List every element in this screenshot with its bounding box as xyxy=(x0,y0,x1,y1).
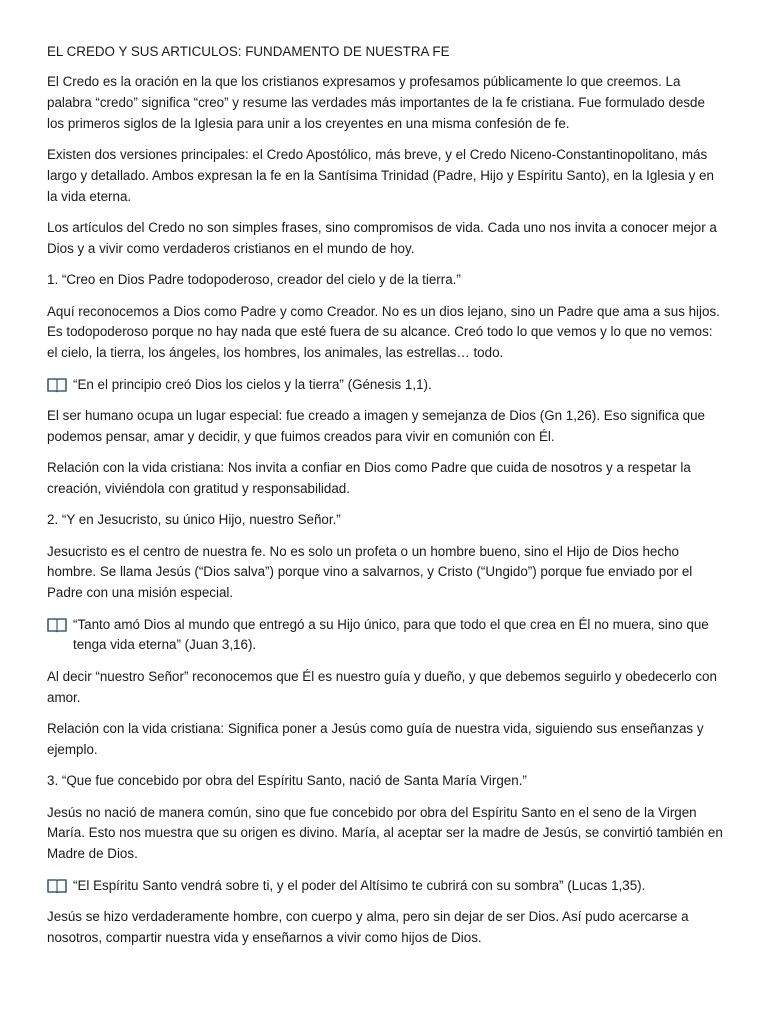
scripture-quote-text: “Tanto amó Dios al mundo que entregó a su Hijo único, para que todo el que crea en Él no muera, sino que tenga vida eterna” (Juan 3,16). xyxy=(73,616,709,653)
scripture-quote-text: “En el principio creó Dios los cielos y la tierra” (Génesis 1,1). xyxy=(73,376,432,392)
book-icon xyxy=(47,617,67,633)
paragraph: El Credo es la oración en la que los cristianos expresamos y profesamos públicamente lo que creemos. La palabra “credo” significa “creo” y resume las verdades más importantes de la fe cristiana. Fue formulado desde los primeros siglos de la Iglesia para unir a los creyentes en una misma confesión de fe. xyxy=(47,74,705,131)
scripture-quote xyxy=(47,615,724,657)
paragraph: Relación con la vida cristiana: Significa poner a Jesús como guía de nuestra vida, siguiendo sus enseñanzas y ejemplo. xyxy=(47,721,704,757)
article-heading: 3. “Que fue concebido por obra del Espíritu Santo, nació de Santa María Virgen.” xyxy=(47,773,527,789)
scripture-quote-text: “El Espíritu Santo vendrá sobre ti, y el poder del Altísimo te cubrirá con su sombra” (Lucas 1,35). xyxy=(73,877,646,893)
paragraph: Jesús no nació de manera común, sino que fue concebido por obra del Espíritu Santo en el seno de la Virgen María. Esto nos muestra que su origen es divino. María, al aceptar ser la madre de Jesús, se convirtió también en Madre de Dios. xyxy=(47,804,723,862)
paragraph: Relación con la vida cristiana: Nos invita a confiar en Dios como Padre que cuida de nosotros y a respetar la creación, viviéndola con gratitud y responsabilidad. xyxy=(47,460,691,496)
scripture-quote xyxy=(47,876,724,897)
book-icon xyxy=(47,377,67,393)
article-heading: 2. “Y en Jesucristo, su único Hijo, nuestro Señor.” xyxy=(47,512,341,528)
paragraph: Existen dos versiones principales: el Credo Apostólico, más breve, y el Credo Niceno-Constantinopolitano, más largo y detallado. Ambos expresan la fe en la Santísima Trinidad (Padre, Hijo y Espíritu Santo), en la Iglesia y en la vida eterna. xyxy=(47,146,714,204)
scripture-quote xyxy=(47,375,724,396)
article-heading: 1. “Creo en Dios Padre todopoderoso, creador del cielo y de la tierra.” xyxy=(47,272,461,288)
document-title: EL CREDO Y SUS ARTICULOS: FUNDAMENTO DE NUESTRA FE xyxy=(47,44,450,59)
paragraph: Los artículos del Credo no son simples frases, sino compromisos de vida. Cada uno nos invita a conocer mejor a Dios y a vivir como verdaderos cristianos en el mundo de hoy. xyxy=(47,219,717,256)
paragraph: El ser humano ocupa un lugar especial: fue creado a imagen y semejanza de Dios (Gn 1,26). Eso significa que podemos pensar, amar y decidir, y que fuimos creados para vivir en comunión con Él. xyxy=(47,407,706,444)
book-icon xyxy=(47,878,67,894)
paragraph: Jesús se hizo verdaderamente hombre, con cuerpo y alma, pero sin dejar de ser Dios. Así pudo acercarse a nosotros, compartir nuestra vida y enseñarnos a vivir como hijos de Dios. xyxy=(47,909,689,945)
paragraph: Aquí reconocemos a Dios como Padre y como Creador. No es un dios lejano, sino un Padre que ama a sus hijos. Es todopoderoso porque no hay nada que esté fuera de su alcance. Creó todo lo que vemos y lo que no vemos: el cielo, la tierra, los ángeles, los hombres, los animales, las estrellas… todo. xyxy=(47,303,720,361)
paragraph: Al decir “nuestro Señor” reconocemos que Él es nuestro guía y dueño, y que debemos seguirlo y obedecerlo con amor. xyxy=(47,668,717,705)
paragraph: Jesucristo es el centro de nuestra fe. No es solo un profeta o un hombre bueno, sino el Hijo de Dios hecho hombre. Se llama Jesús (“Dios salva”) porque vino a salvarnos, y Cristo (“Ungido”) porque fue enviado por el Padre con una misión especial. xyxy=(47,543,693,601)
